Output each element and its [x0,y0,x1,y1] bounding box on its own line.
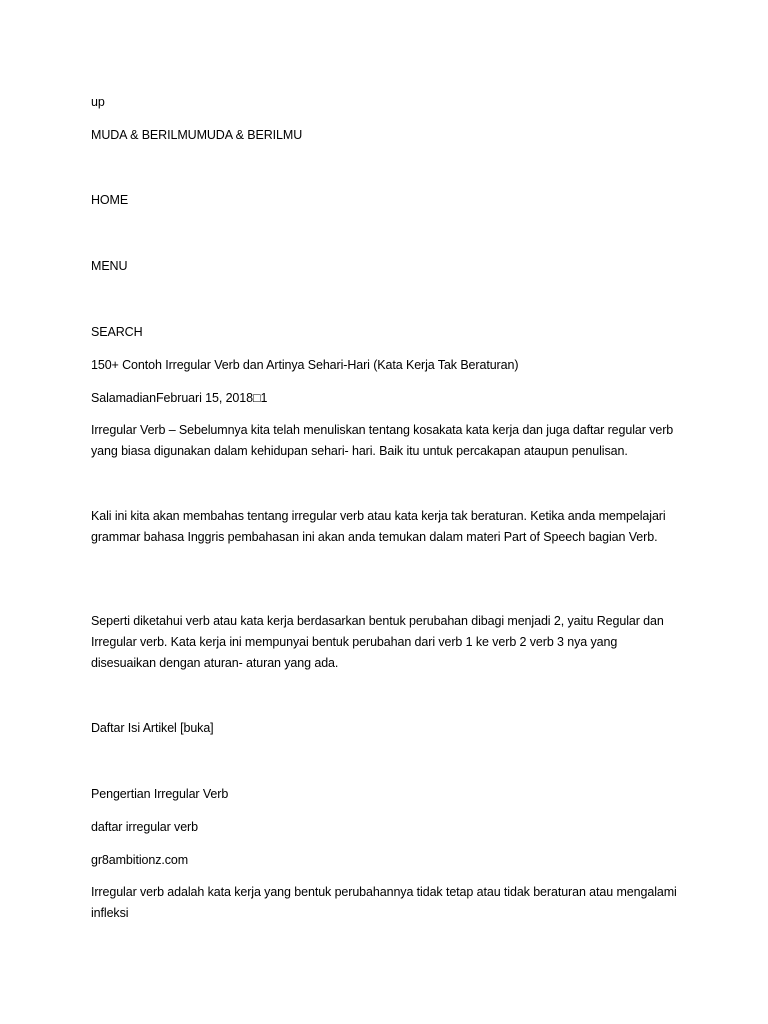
up-link[interactable]: up [91,95,105,109]
site-name-link[interactable]: MUDA & BERILMUMUDA & BERILMU [91,128,303,142]
article-paragraph: Kali ini kita akan membahas tentang irregular verb atau kata kerja tak beraturan. Ketika anda mempelajari grammar bahasa Inggris pembahasan ini akan anda temukan dalam materi Part of Speech bagian Verb. [91,509,666,544]
table-of-contents-toggle[interactable]: Daftar Isi Artikel [buka] [91,721,214,735]
article-meta: SalamadianFebruari 15, 2018□1 [91,391,268,405]
nav-menu-link[interactable]: MENU [91,259,128,273]
nav-home-link[interactable]: HOME [91,193,129,207]
section-heading: Pengertian Irregular Verb [91,787,229,801]
image-source-text: gr8ambitionz.com [91,853,189,867]
article-title: 150+ Contoh Irregular Verb dan Artinya Sehari-Hari (Kata Kerja Tak Beraturan) [91,358,519,372]
article-paragraph: Irregular Verb – Sebelumnya kita telah menuliskan tentang kosakata kata kerja dan juga daftar regular verb yang biasa digunakan dalam kehidupan sehari- hari. Baik itu untuk percakapan ataupun penulisan. [91,423,674,458]
definition-paragraph: Irregular verb adalah kata kerja yang bentuk perubahannya tidak tetap atau tidak beraturan atau mengalami infleksi [91,885,677,920]
nav-search-link[interactable]: SEARCH [91,325,143,339]
image-alt-text: daftar irregular verb [91,820,198,834]
article-paragraph: Seperti diketahui verb atau kata kerja berdasarkan bentuk perubahan dibagi menjadi 2, yaitu Regular dan Irregular verb. Kata kerja ini mempunyai bentuk perubahan dari verb 1 ke verb 2 verb 3 nya yang disesuaikan dengan aturan- aturan yang ada. [91,614,664,670]
